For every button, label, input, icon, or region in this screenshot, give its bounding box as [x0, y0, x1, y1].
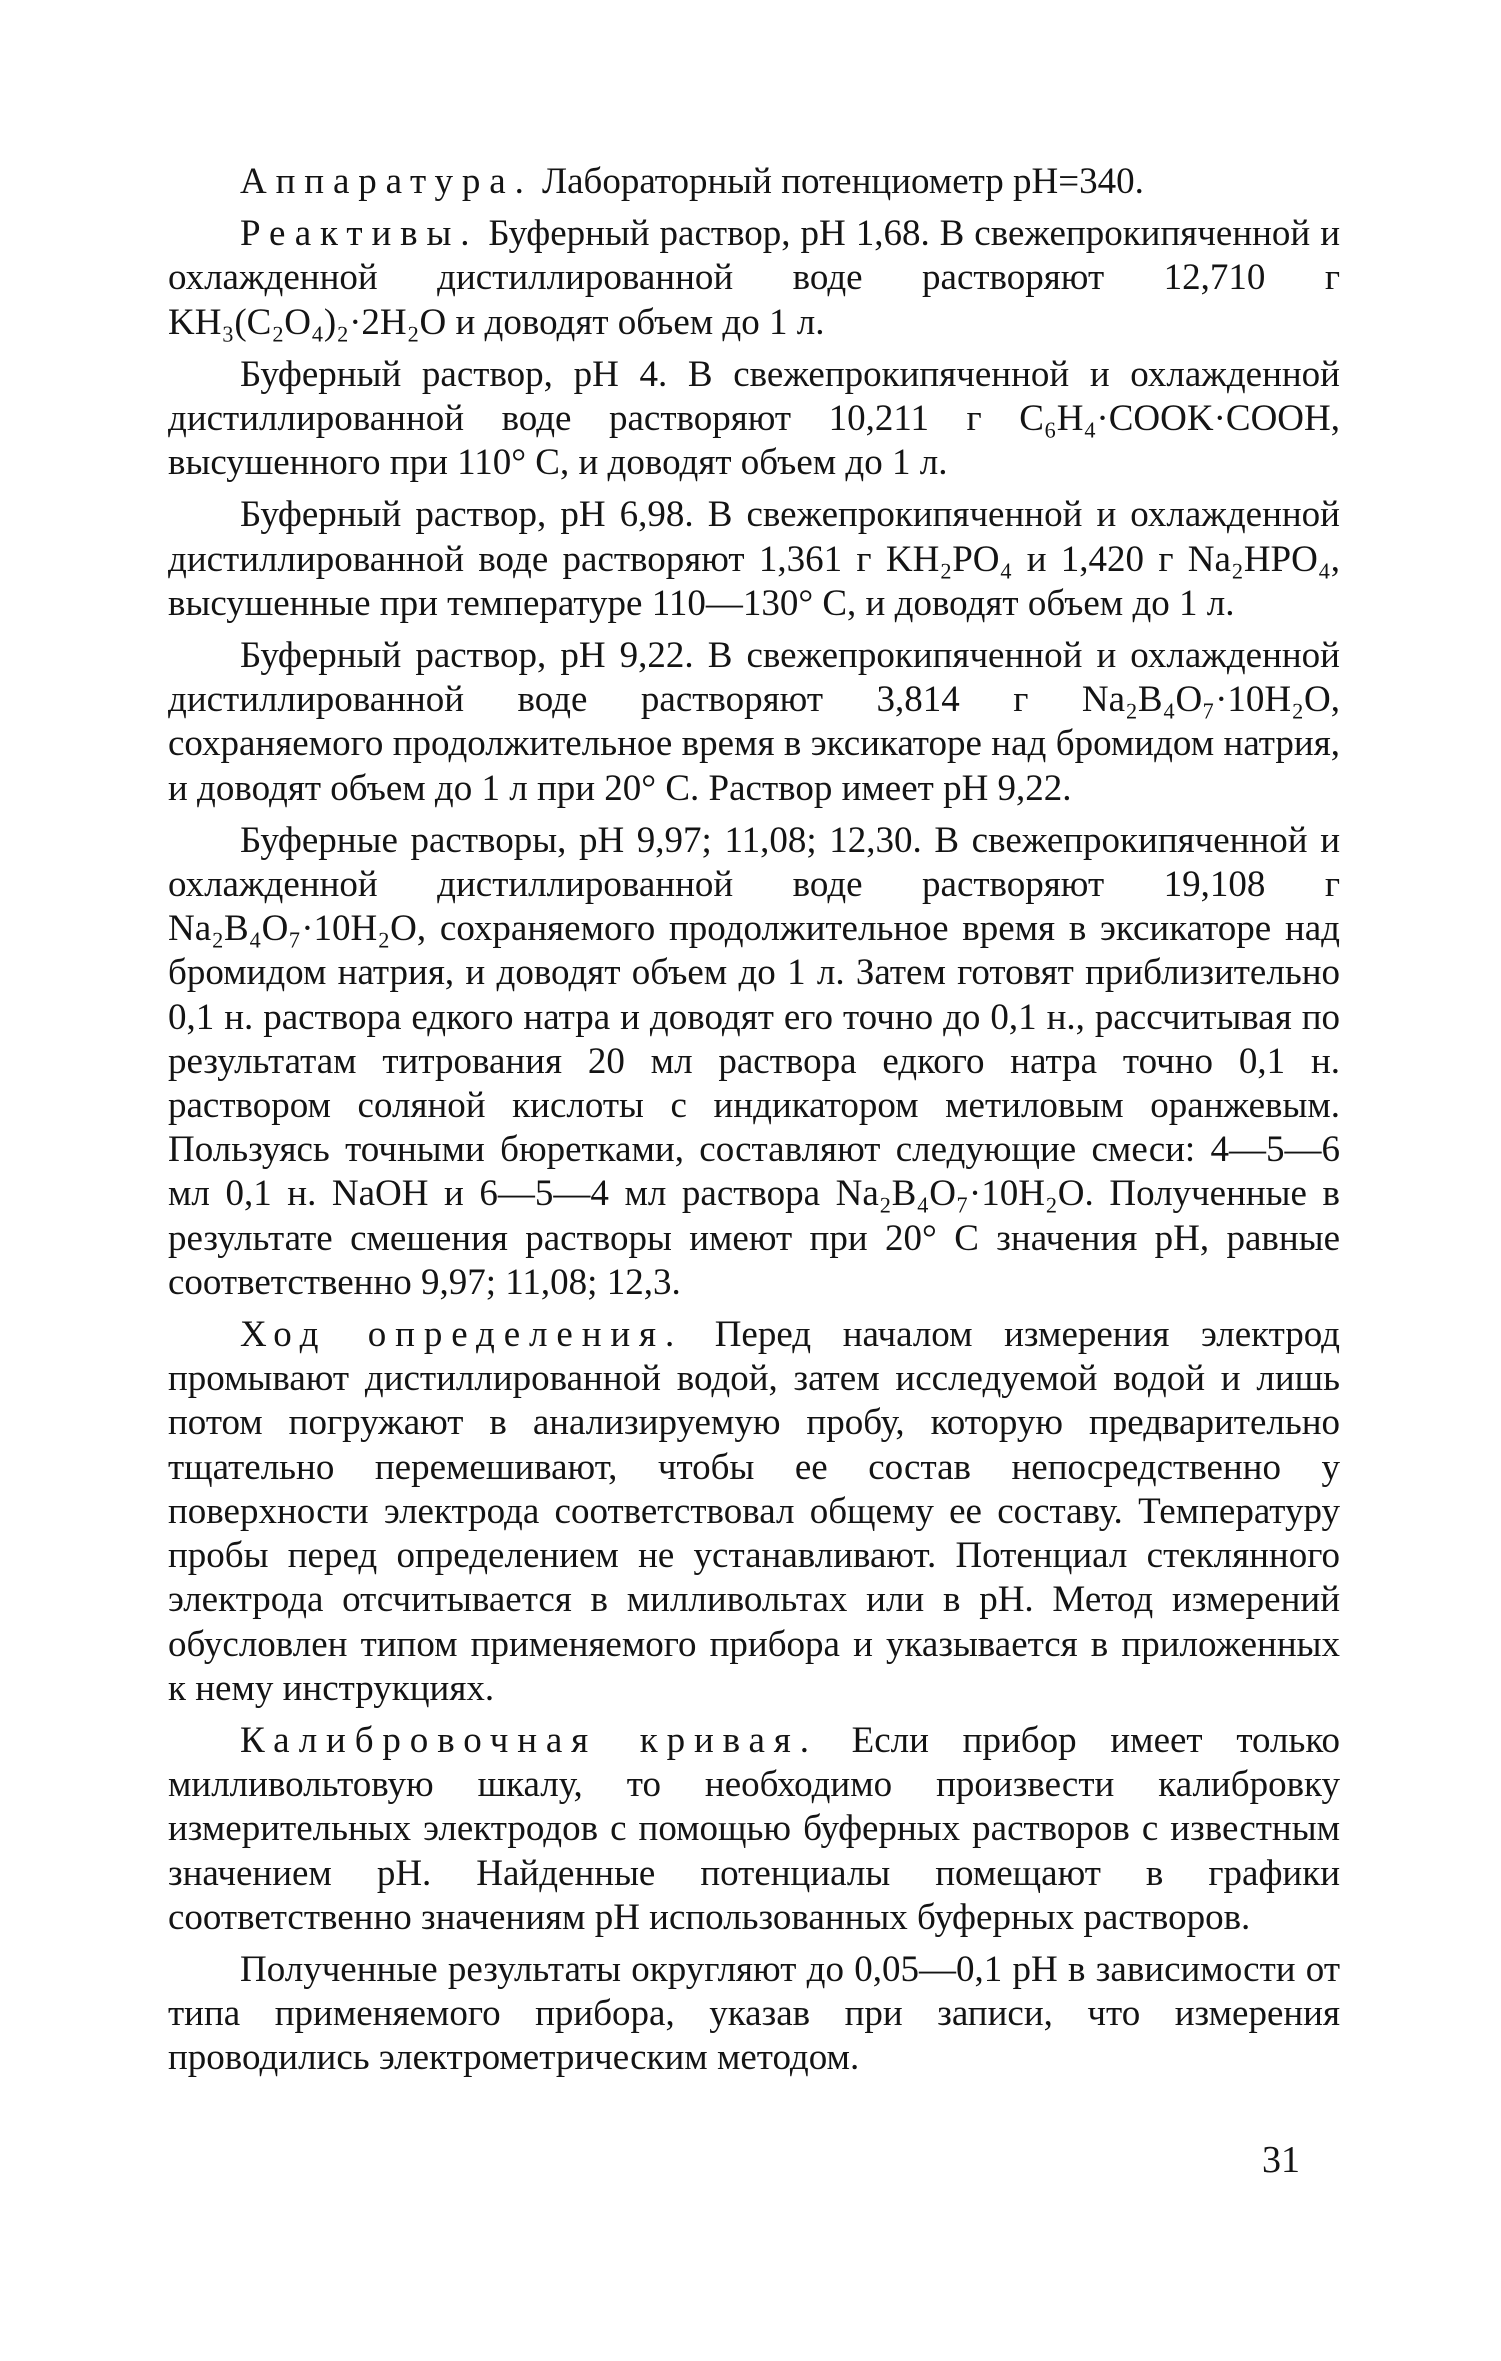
paragraph-buffer-ph698: [168, 493, 1340, 626]
text-buffer-series: Буферные растворы, pH 9,97; 11,08; 12,30. В свежепрокипяченной и охлажденной дистиллированной воде растворяют 19,108 г Na₂B₄O₇·10H₂O, сохраняемого продолжительное время в эксикаторе над бромидом натрия, и доводят объем до 1 л. Затем готовят приблизительно 0,1 н. раствора едкого натра и доводят его точно до 0,1 н., рассчитывая по результатам титрования 20 мл раствора едкого натра точно 0,1 н. раствором соляной кислоты с индикатором метиловым оранжевым. Пользуясь точными бюретками, составляют следующие смеси: 4—5—6 мл 0,1 н. NaOH и 6—5—4 мл раствора Na₂B₄O₇·10H₂O. Полученные в результате смешения растворы имеют при 20° C значения pH, равные соответственно 9,97; 11,08; 12,3.: [168, 819, 1340, 1303]
text-results: Полученные результаты округляют до 0,05—0,1 pH в зависимости от типа применяемого прибора, указав при записи, что измерения проводились электрометрическим методом.: [168, 1948, 1340, 2079]
text-buffer-ph4: Буферный раствор, pH 4. В свежепрокипяченной и охлажденной дистиллированной воде растворяют 10,211 г C₆H₄·COOK·COOH, высушенного при 110° C, и доводят объем до 1 л.: [168, 353, 1340, 484]
page-text: [168, 160, 1340, 2089]
paragraph-calibration: [168, 1719, 1340, 1940]
page-number: 31: [1262, 2139, 1300, 2181]
paragraph-apparatus: [168, 160, 1340, 204]
lead-procedure: Ход определения.: [240, 1314, 684, 1356]
lead-calibration: Калибровочная кривая.: [240, 1719, 818, 1761]
paragraph-buffer-ph922: [168, 634, 1340, 811]
paragraph-procedure: [168, 1313, 1340, 1711]
paragraph-buffer-series: [168, 819, 1340, 1305]
paragraph-buffer-ph4: [168, 353, 1340, 486]
text-procedure: Перед началом измерения электрод промывают дистиллированной водой, затем исследуемой водой и лишь потом погружают в анализируемую пробу, которую предварительно тщательно перемешивают, чтобы ее состав непосредственно у поверхности электрода соответствовал общему ее составу. Температуру пробы перед определением не устанавливают. Потенциал стеклянного электрода отсчитывается в милливольтах или в pH. Метод измерений обусловлен типом применяемого прибора и указывается в приложенных к нему инструкциях.: [168, 1314, 1340, 1709]
lead-reagents: Реактивы.: [240, 213, 479, 255]
text-apparatus: Лабораторный потенциометр pH=340.: [532, 161, 1144, 202]
paragraph-reagents: [168, 212, 1340, 345]
text-reagents: Буферный раствор, pH 1,68. В свежепрокипяченной и охлажденной дистиллированной воде растворяют 12,710 г KH₃(C₂O₄)₂·2H₂O и доводят объем до 1 л.: [168, 213, 1340, 343]
text-buffer-ph922: Буферный раствор, pH 9,22. В свежепрокипяченной и охлажденной дистиллированной воде растворяют 3,814 г Na₂B₄O₇·10H₂O, сохраняемого продолжительное время в эксикаторе над бромидом натрия, и доводят объем до 1 л при 20° C. Раствор имеет pH 9,22.: [168, 635, 1340, 809]
text-calibration: Если прибор имеет только милливольтовую шкалу, то необходимо произвести калибровку измерительных электродов с помощью буферных растворов с известным значением pH. Найденные потенциалы помещают в графики соответственно значениям pH использованных буферных растворов.: [168, 1719, 1340, 1938]
text-buffer-ph698: Буферный раствор, pH 6,98. В свежепрокипяченной и охлажденной дистиллированной воде растворяют 1,361 г KH₂PO₄ и 1,420 г Na₂HPO₄, высушенные при температуре 110—130° C, и доводят объем до 1 л.: [168, 494, 1340, 624]
lead-apparatus: Аппаратура.: [240, 161, 533, 202]
paragraph-results: [168, 1948, 1340, 2081]
